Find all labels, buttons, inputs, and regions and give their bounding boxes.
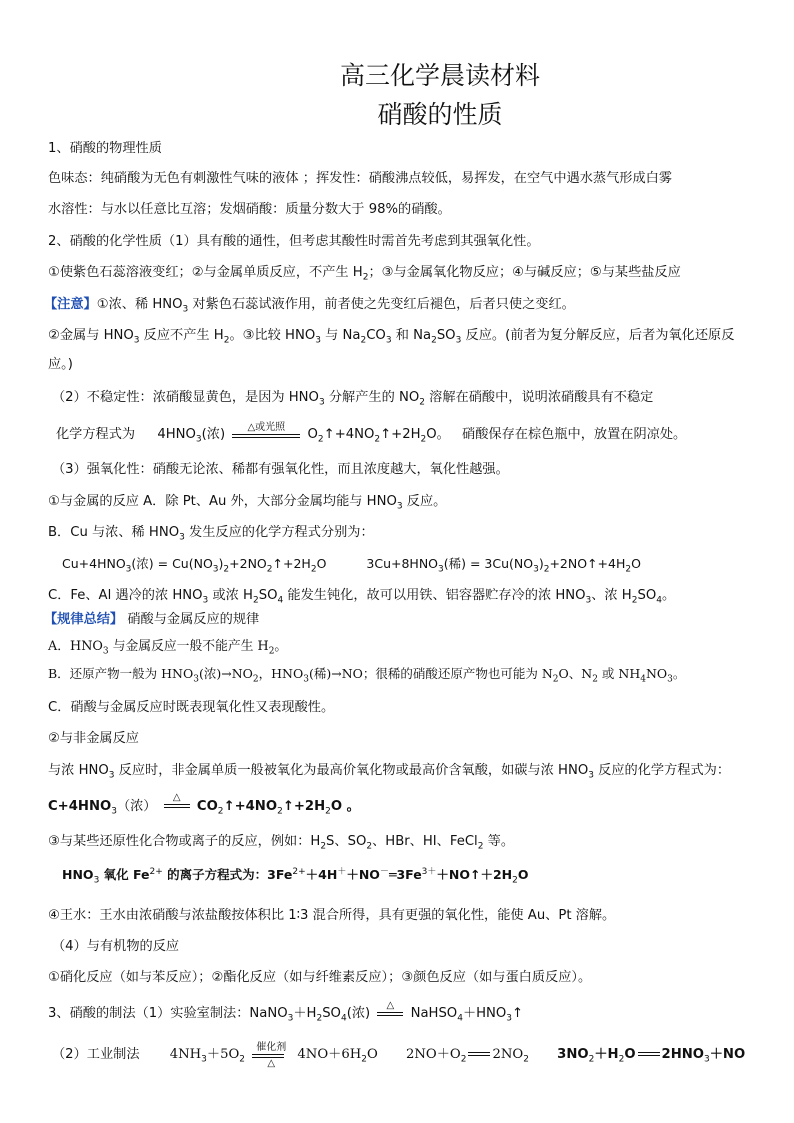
text-line: （3）强氧化性：硝酸无论浓、稀都有强氧化性，而且浓度越大，氧化性越强。 <box>52 462 509 477</box>
text-span: SO <box>436 328 456 343</box>
condition-text: △ <box>267 1058 276 1069</box>
text-span: 2NO <box>492 1047 524 1062</box>
text-span: 发生反应的化学方程式分别为： <box>184 525 374 540</box>
text-span: 与浓 HNO <box>48 763 109 778</box>
text-span: 3NO <box>557 1047 589 1062</box>
text-span: 4NO＋6H <box>297 1047 362 1062</box>
equation-line: $C+4HNO_3$（浓） △ $CO_2↑+4NO_2↑+2H_2O$ 。 <box>48 792 360 820</box>
note-line <box>44 611 259 629</box>
text-span: S、SO <box>326 834 367 849</box>
text-span: CO <box>366 328 386 343</box>
equation-line: 3、硝酸的制法（1）实验室制法：$NaNO_3+H_2SO_4$(浓) △ $NaHSO_4+HNO_3↑$ <box>48 1000 523 1028</box>
text-span: 3Cu+8HNO <box>366 556 439 571</box>
text-line: ②与非金属反应 <box>48 731 139 746</box>
note-line: 【注意】①浓、稀 $HNO_3$ 对紫色石蕊试液作用，前者使之先变红后褪色，后者只使之变红。 <box>44 297 575 315</box>
note-label: 【注意】 <box>44 297 97 312</box>
text-span: 4NH <box>169 1047 202 1062</box>
text-span: 能发生钝化，故可以用铁、铝容器贮存冷的浓 HNO <box>283 588 586 603</box>
text-span: SO <box>637 588 657 603</box>
reaction-condition <box>232 422 300 450</box>
text-span: O <box>624 1047 636 1062</box>
reaction-condition <box>377 1000 403 1028</box>
text-span: ＋ <box>337 866 347 877</box>
text-span: 3、硝酸的制法（1）实验室制法：NaNO <box>48 1006 288 1021</box>
page-subtitle: 硝酸的性质 <box>377 100 503 129</box>
text-span: A．HNO <box>48 639 103 654</box>
condition-text: △ <box>172 792 181 803</box>
text-span: ＋NO↑＋2H <box>436 867 513 882</box>
text-span: 2+ <box>292 866 306 877</box>
text-span: O <box>517 867 529 882</box>
condition-text: △ <box>386 1000 395 1011</box>
text-span: 反应时，非金属单质一般被氧化为最高价氧化物或最高价含氧酸，如碳与浓 HNO <box>114 763 589 778</box>
equal-sign <box>638 1052 660 1056</box>
text-span: 溶解在硝酸中，说明浓硝酸具有不稳定 <box>424 390 654 405</box>
reaction-condition <box>164 792 190 820</box>
text-span: O <box>316 556 327 571</box>
text-span: (稀)→NO；很稀的硝酸还原产物也可能为 N <box>308 666 553 681</box>
text-span: ＋H <box>293 1006 317 1021</box>
text-span: ═3Fe <box>388 867 422 882</box>
text-line: A．$HNO_3$ 与金属反应一般不能产生 $H_2$。 <box>48 639 288 657</box>
text-span: ①与金属的反应 A．除 Pt、Au 外，大部分金属均能与 HNO <box>48 494 397 509</box>
text-span: 对紫色石蕊试液作用，前者使之先变红后褪色，后者只使之变红。 <box>188 297 575 312</box>
text-line: 应。) <box>48 357 73 372</box>
equation-line: $HNO_3$ 氧化 $Fe^{2+}$ 的离子方程式为：$3Fe^{2+}+4H^++NO^-═3Fe^{3+}+NO↑+2H_2O$ <box>62 866 529 886</box>
text-span: ＋NO <box>709 1047 746 1062</box>
text-span: (浓)→NO <box>198 666 253 681</box>
text-span: 。 <box>661 588 676 603</box>
text-span: ＋4H <box>305 867 338 882</box>
text-span: 氧化 Fe <box>99 867 150 882</box>
text-line: 水溶性：与水以任意比互溶；发烟硝酸：质量分数大于 98%的硝酸。 <box>48 202 451 217</box>
text-span: 2HNO <box>661 1047 704 1062</box>
text-line: ③与某些还原性化合物或离子的反应，例如：$H_2S$、$SO_2$、HBr、HI、FeCl$_2$ 等。 <box>48 834 515 852</box>
text-span: ↑+2H <box>380 427 421 442</box>
text-span: 和 Na <box>391 328 432 343</box>
text-span: 的离子方程式为：3Fe <box>162 867 293 882</box>
text-span: 与 Na <box>320 328 361 343</box>
text-span: ↑+4NO <box>223 799 278 814</box>
text-span: ＋HNO <box>462 1006 507 1021</box>
text-span: 2+ <box>149 866 163 877</box>
text-span: ↑+2H <box>282 799 326 814</box>
text-span: ＋H <box>594 1047 619 1062</box>
text-span: (稀) = 3Cu(NO <box>443 556 534 571</box>
text-span: (浓) <box>346 1006 371 1021</box>
text-span: 。③比较 HNO <box>229 328 316 343</box>
text-line: 与浓 $HNO_3$ 反应时，非金属单质一般被氧化为最高价氧化物或最高价含氧酸，如碳与浓 $HNO_3$ 反应的化学方程式为： <box>48 763 731 781</box>
text-span: O <box>631 556 641 571</box>
page-title: 高三化学晨读材料 <box>339 61 540 90</box>
text-line: （4）与有机物的反应 <box>52 939 180 954</box>
text-span: O。 <box>426 427 450 442</box>
text-line: ②金属与 $HNO_3$ 反应不产生 $H_2$。③比较 $HNO_3$ 与 $Na_2CO_3$ 和 $Na_2SO_3$ 反应。(前者为复分解反应，后者为氧化还原反 <box>48 328 735 346</box>
text-span: 反应不产生 H <box>139 328 224 343</box>
text-span: 硝酸保存在棕色瓶中，放置在阴凉处。 <box>462 427 687 442</box>
text-span: 反应。(前者为复分解反应，后者为氧化还原反 <box>461 328 735 343</box>
text-span: (浓) = Cu(NO <box>131 556 213 571</box>
text-span: 、浓 H <box>591 588 632 603</box>
section-1-heading: 1、硝酸的物理性质 <box>48 141 162 156</box>
text-span: HNO <box>62 867 94 882</box>
equation-line: （2）工业制法 $4NH_3+5O_2$ 催化剂 △ $4NO+6H_2O$ $2NO+O_2$ $2NO_2$ $3NO_2+H_2O$ $2HNO_3+NO$ <box>52 1042 746 1069</box>
text-span: ②金属与 HNO <box>48 328 134 343</box>
text-span: ，HNO <box>258 666 304 681</box>
text-line: （2）不稳定性：浓硝酸显黄色，是因为 $HNO_3$ 分解产生的 $NO_2$ 溶解在硝酸中，说明浓硝酸具有不稳定 <box>52 390 654 408</box>
text-span: ↑+4NO <box>323 427 375 442</box>
text-line: C．硝酸与金属反应时既表现氧化性又表现酸性。 <box>48 700 335 715</box>
text-span: ↑+2H <box>272 556 311 571</box>
text-span: SO <box>258 588 278 603</box>
text-span: ) <box>538 556 544 571</box>
text-span: 化学方程式为 <box>56 427 136 442</box>
text-span: C．Fe、Al 遇冷的浓 HNO <box>48 588 203 603</box>
condition-text: 催化剂 <box>256 1042 287 1053</box>
text-span: B．Cu 与浓、稀 HNO <box>48 525 180 540</box>
text-span: 与金属反应一般不能产生 H <box>108 639 269 654</box>
text-span: （2）工业制法 <box>52 1047 140 1062</box>
text-span: NaHSO <box>410 1006 458 1021</box>
text-line: B．还原产物一般为 $HNO_3$(浓)$\to NO_2$，$HNO_3$(稀)→NO；很稀的硝酸还原产物也可能为 $N_2O$、$N_2$ 或 $NH_4NO_3$。 <box>48 666 686 685</box>
text-span: ＋5O <box>206 1047 240 1062</box>
section-2-heading: 2、硝酸的化学性质（1）具有酸的通性，但考虑其酸性时需首先考虑到其强氧化性。 <box>48 234 540 249</box>
text-line: C．Fe、Al 遇冷的浓 $HNO_3$ 或浓 $H_2SO_4$ 能发生钝化，故可以用铁、铝容器贮存冷的浓 $HNO_3$、浓 $H_2SO_4$。 <box>48 588 676 606</box>
text-line: 色味态：纯硝酸为无色有刺激性气味的液体 ；挥发性：硝酸沸点较低，易挥发，在空气中遇水蒸气形成白雾 <box>48 171 673 186</box>
text-line: B．Cu 与浓、稀 $HNO_3$ 发生反应的化学方程式分别为： <box>48 525 374 543</box>
text-span: 或 NH <box>597 666 641 681</box>
text-span: ③与某些还原性化合物或离子的反应，例如：H <box>48 834 321 849</box>
text-span: （2）不稳定性：浓硝酸显黄色，是因为 HNO <box>52 390 319 405</box>
text-span: 反应的化学方程式为： <box>593 763 731 778</box>
text-span: CO <box>196 799 218 814</box>
text-span: +2NO↑+4H <box>549 556 626 571</box>
equation-line: 化学方程式为 $4HNO_3$(浓) △或光照 $O_2↑+4NO_2↑+2H_2O$。 硝酸保存在棕色瓶中，放置在阴凉处。 <box>56 420 686 450</box>
text-span: － <box>379 866 389 877</box>
reaction-condition <box>252 1042 290 1070</box>
equal-sign <box>468 1052 490 1056</box>
text-span: ；③与金属氧化物反应；④与碱反应；⑤与某些盐反应 <box>368 265 681 280</box>
text-span: 反应。 <box>402 494 447 509</box>
condition-text: △或光照 <box>247 422 286 433</box>
text-span: SO <box>322 1006 341 1021</box>
text-span: ＋NO <box>346 867 380 882</box>
text-span: 分解产生的 NO <box>324 390 420 405</box>
text-span: Cu+4HNO <box>62 556 126 571</box>
text-span: O、N <box>558 666 593 681</box>
text-line: ①硝化反应（如与苯反应）；②酯化反应（如与纤维素反应）；③颜色反应（如与蛋白质反应）。 <box>48 970 592 985</box>
text-span: 或浓 H <box>208 588 253 603</box>
text-span: O <box>366 1047 378 1062</box>
text-span: +2NO <box>229 556 267 571</box>
text-span: ①浓、稀 HNO <box>96 297 183 312</box>
text-span: （浓） <box>116 799 157 814</box>
text-span: 等。 <box>483 834 515 849</box>
equation-line: $Cu+4HNO_3$(浓) = $Cu(NO_3)_2+2NO_2↑+2H_2O$ $3Cu+8HNO_3$(稀) = $3Cu(NO_3)_2+2NO↑+4H_2O$ <box>62 556 641 575</box>
text-span: O 。 <box>330 799 360 814</box>
text-span: NO <box>645 666 668 681</box>
text-span: 。 <box>672 666 686 681</box>
text-span: 。 <box>274 639 288 654</box>
text-span: 3＋ <box>421 866 437 877</box>
text-span: B．还原产物一般为 HNO <box>48 666 194 681</box>
text-span: 2NO＋O <box>406 1047 461 1062</box>
summary-label: 【规律总结】 <box>44 612 124 627</box>
text-line: ①与金属的反应 A．除 Pt、Au 外，大部分金属均能与 $HNO_3$ 反应。 <box>48 494 447 512</box>
text-span: ↑ <box>512 1006 524 1021</box>
text-span: ①使紫色石蕊溶液变红；②与金属单质反应，不产生 H <box>48 265 363 280</box>
text-span: O <box>307 427 318 442</box>
text-line: ①使紫色石蕊溶液变红；②与金属单质反应，不产生 $H_2$；③与金属氧化物反应；④与碱反应；⑤与某些盐反应 <box>48 265 681 283</box>
text-span: C+4HNO <box>48 799 112 814</box>
text-span: 、HBr、HI、FeCl <box>372 834 478 849</box>
text-span: 硝酸与金属反应的规律 <box>123 612 260 627</box>
text-span: 4HNO <box>157 427 196 442</box>
text-span: ) <box>218 556 224 571</box>
text-span: (浓) <box>201 427 226 442</box>
text-line: ④王水：王水由浓硝酸与浓盐酸按体积比 1∶3 混合所得，具有更强的氧化性，能使 Au、Pt 溶解。 <box>48 908 616 923</box>
